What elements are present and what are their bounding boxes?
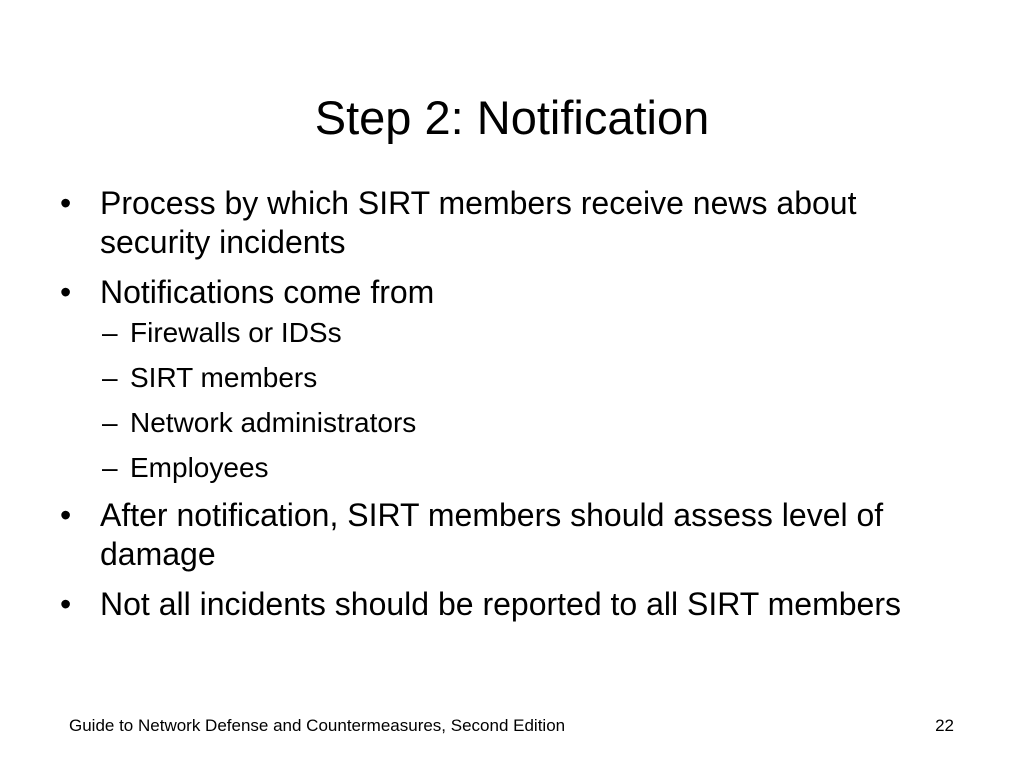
bullet-text: Notifications come from xyxy=(100,274,435,310)
sub-marker: – xyxy=(102,407,118,438)
bullet-item xyxy=(58,273,918,485)
sub-item xyxy=(100,316,918,350)
bullet-list xyxy=(58,184,918,635)
sub-item-text: Network administrators xyxy=(130,407,417,438)
bullet-marker: • xyxy=(60,185,72,221)
sub-marker: – xyxy=(102,317,118,348)
sub-item-text: Firewalls or IDSs xyxy=(130,317,342,348)
bullet-marker: • xyxy=(60,274,72,310)
bullet-item xyxy=(58,184,918,262)
page-number: 22 xyxy=(935,716,954,735)
sub-item xyxy=(100,361,918,395)
bullet-item xyxy=(58,585,918,624)
sub-marker: – xyxy=(102,362,118,393)
sub-item-text: Employees xyxy=(130,452,269,483)
bullet-marker: • xyxy=(60,497,72,533)
footer-text: Guide to Network Defense and Countermeasures, Second Edition xyxy=(69,716,566,735)
bullet-item xyxy=(58,496,918,574)
bullet-marker: • xyxy=(60,586,72,622)
sub-marker: – xyxy=(102,452,118,483)
sub-item-text: SIRT members xyxy=(130,362,318,393)
bullet-text: After notification, SIRT members should assess level of damage xyxy=(100,497,884,572)
sub-item xyxy=(100,451,918,485)
slide-title: Step 2: Notification xyxy=(314,91,710,144)
sub-list xyxy=(100,316,918,485)
bullet-text: Not all incidents should be reported to all SIRT members xyxy=(100,586,901,622)
sub-item xyxy=(100,406,918,440)
bullet-text: Process by which SIRT members receive news about security incidents xyxy=(100,185,857,260)
